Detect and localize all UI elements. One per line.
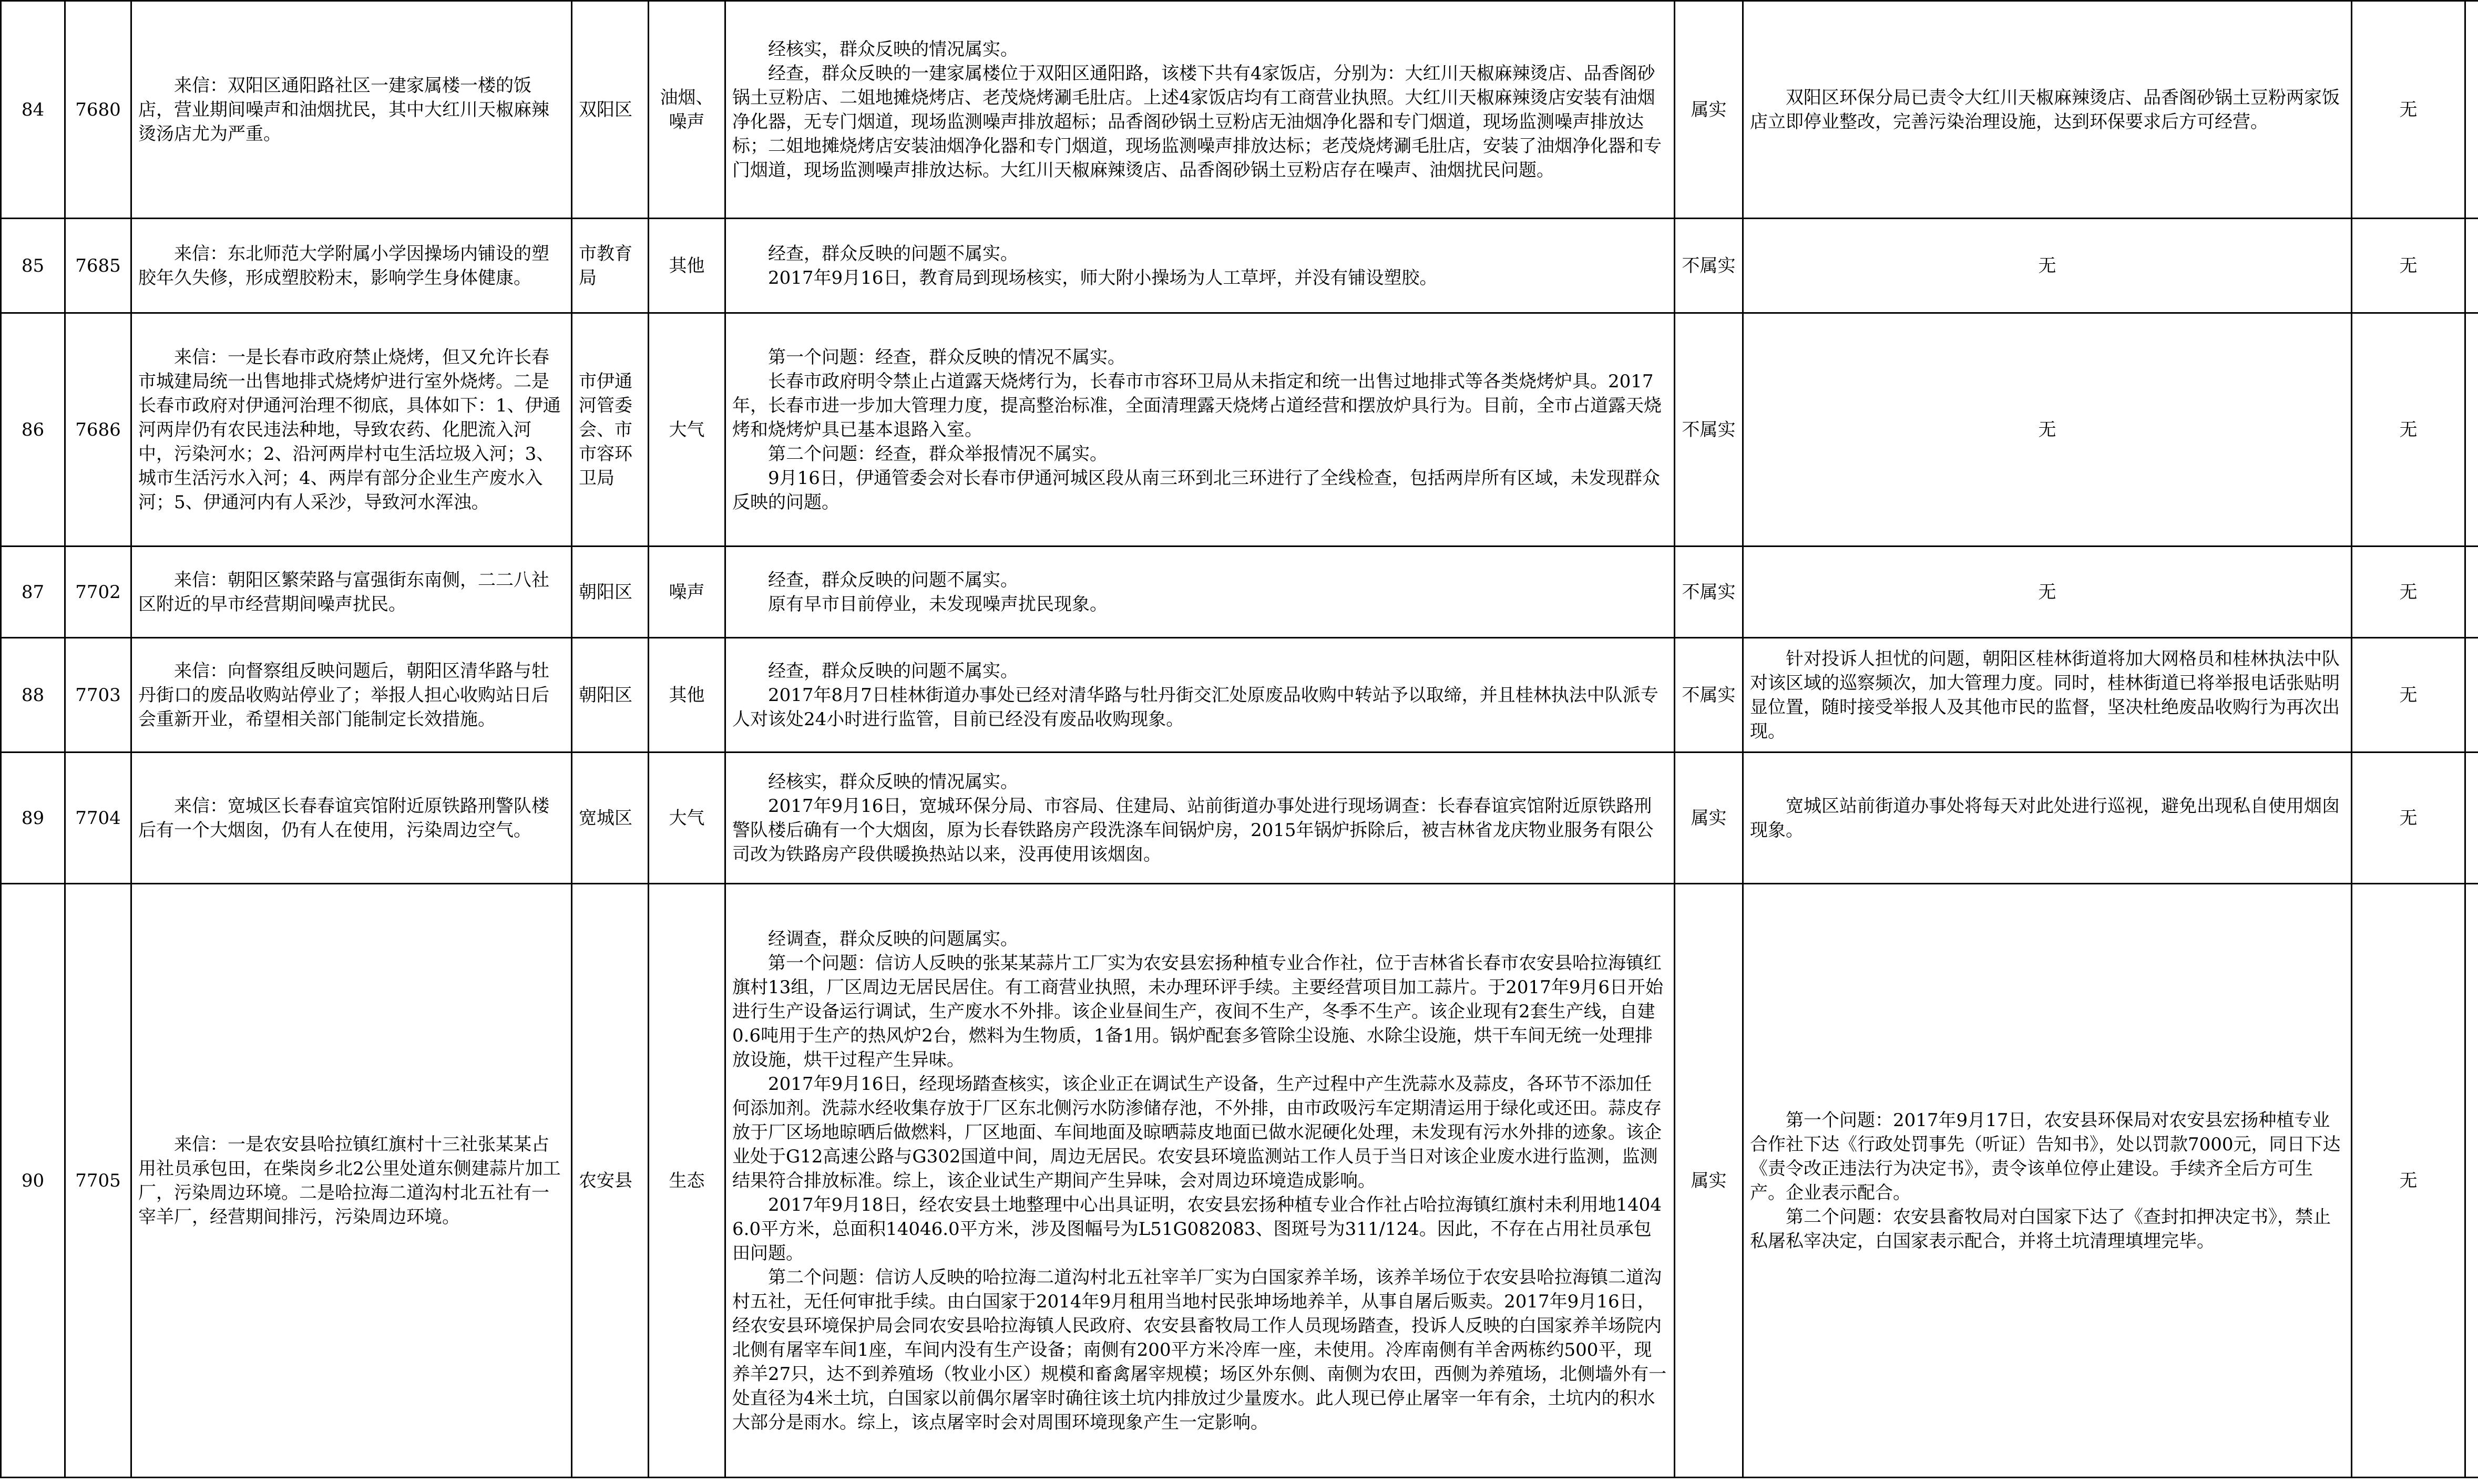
complaint-source — [131, 1, 572, 219]
table-row — [1, 219, 2478, 313]
paragraph: 第一个问题：信访人反映的张某某蒜片工厂实为农安县宏扬种植专业合作社，位于吉林省长春市农安县哈拉海镇红旗村13组，厂区周边无居民居住。有工商营业执照，未办理环评手续。主要经营项目加工蒜片。于2017年9月6日开始进行生产设备运行调试，生产废水不外排。该企业昼间生产，夜间不生产，冬季不生产。该企业现有2套生产线，自建0.6吨用于生产的热风炉2台，燃料为生物质，1备1用。锅炉配套多管除尘设施、水除尘设施，烘干车间无统一处理排放设施，烘干过程产生异味。 — [732, 952, 1664, 1070]
complaint-code: 7703 — [65, 638, 131, 753]
verification-result: 属实 — [1675, 1, 1743, 219]
verification-result: 属实 — [1675, 753, 1743, 884]
paragraph: 原有早市目前停业，未发现噪声扰民现象。 — [768, 593, 1108, 615]
verification-result: 不属实 — [1675, 638, 1743, 753]
complaint-source — [131, 313, 572, 547]
source-text: 来信：一是农安县哈拉镇红旗村十三社张某某占用社员承包田，在柴岗乡北2公里处道东侧建蒜片加工厂，污染周边环境。二是哈拉海二道沟村北五社有一宰羊厂，经营期间排污，污染周边环境。 — [138, 1133, 561, 1228]
paragraph: 经查，群众反映的一建家属楼位于双阳区通阳路，该楼下共有4家饭店，分别为：大红川天椒麻辣烫店、品香阁砂锅土豆粉店、二姐地摊烧烤店、老茂烧烤涮毛肚店。上述4家饭店均有工商营业执照。大红川天椒麻辣烫店安装有油烟净化器，无专门烟道，现场监测噪声排放超标；品香阁砂锅土豆粉店无油烟净化器和专门烟道，现场监测噪声排放达标；二姐地摊烧烤店安装油烟净化器和专门烟道，现场监测噪声排放达标；老茂烧烤涮毛肚店，安装了油烟净化器和专门烟道，现场监测噪声排放达标。大红川天椒麻辣烫店、品香阁砂锅土豆粉店存在噪声、油烟扰民问题。 — [732, 63, 1662, 181]
pollution-type: 其他 — [649, 219, 725, 313]
pollution-type: 大气 — [649, 313, 725, 547]
table-row — [1, 753, 2478, 884]
handling-action — [1743, 753, 2352, 884]
responsible-district: 朝阳区 — [572, 638, 649, 753]
paragraph: 第一个问题：经查，群众反映的情况不属实。 — [768, 346, 1125, 368]
investigation-findings — [725, 219, 1675, 313]
complaint-code: 7704 — [65, 753, 131, 884]
responsible-district: 双阳区 — [572, 1, 649, 219]
table-row — [1, 1, 2478, 219]
source-text: 来信：东北师范大学附属小学因操场内铺设的塑胶年久失修，形成塑胶粉末，影响学生身体健康。 — [138, 243, 549, 288]
row-number: 87 — [1, 547, 65, 638]
paragraph: 2017年9月16日，经现场踏查核实，该企业正在调试生产设备，生产过程中产生洗蒜水及蒜皮，各环节不添加任何添加剂。洗蒜水经收集存放于厂区东北侧污水防渗储存池，不外排，由市政吸污车定期清运用于绿化或还田。蒜皮存放于厂区场地晾晒后做燃料，厂区地面、车间地面及晾晒蒜皮地面已做水泥硬化处理，未发现有污水外排的迹象。该企业处于G12高速公路与G302国道中间，周边无居民。农安县环境监测站工作人员于当日对该企业废水进行监测，监测结果符合排放标准。综上，该企业试生产期间产生异味，会对周边环境造成影响。 — [732, 1073, 1662, 1191]
pollution-type: 油烟、噪声 — [649, 1, 725, 219]
verification-result: 属实 — [1675, 884, 1743, 1478]
verification-result: 不属实 — [1675, 219, 1743, 313]
responsible-district: 宽城区 — [572, 753, 649, 884]
blank-column — [2465, 219, 2478, 313]
paragraph: 2017年9月16日，宽城环保分局、市容局、住建局、站前街道办事处进行现场调查：长春春谊宾馆附近原铁路刑警队楼后确有一个大烟囱，原为长春铁路房产段洗涤车间锅炉房，2015年锅炉拆除后，被吉林省龙庆物业服务有限公司改为铁路房产段供暖换热站以来，没再使用该烟囱。 — [732, 795, 1654, 865]
row-number: 88 — [1, 638, 65, 753]
blank-column — [2465, 1, 2478, 219]
accountability: 无 — [2352, 884, 2465, 1478]
paragraph: 针对投诉人担忧的问题，朝阳区桂林街道将加大网格员和桂林执法中队对该区域的巡察频次，加大管理力度。同时，桂林街道已将举报电话张贴明显位置，随时接受举报人及其他市民的监督，坚决杜绝废品收购行为再次出现。 — [1750, 648, 2340, 742]
paragraph: 经核实，群众反映的情况属实。 — [768, 771, 1018, 792]
pollution-type: 噪声 — [649, 547, 725, 638]
complaint-source — [131, 638, 572, 753]
complaint-source — [131, 219, 572, 313]
row-number: 89 — [1, 753, 65, 884]
accountability: 无 — [2352, 219, 2465, 313]
complaint-code: 7685 — [65, 219, 131, 313]
responsible-district: 市教育局 — [572, 219, 649, 313]
paragraph: 宽城区站前街道办事处将每天对此处进行巡视，避免出现私自使用烟囱现象。 — [1750, 795, 2340, 841]
table-row — [1, 638, 2478, 753]
complaint-code: 7680 — [65, 1, 131, 219]
table-row — [1, 884, 2478, 1478]
verification-result: 不属实 — [1675, 547, 1743, 638]
pollution-type: 生态 — [649, 884, 725, 1478]
paragraph: 经查，群众反映的问题不属实。 — [768, 243, 1018, 264]
row-number: 85 — [1, 219, 65, 313]
source-text: 来信：宽城区长春春谊宾馆附近原铁路刑警队楼后有一个大烟囱，仍有人在使用，污染周边空气。 — [138, 795, 549, 841]
source-text: 来信：一是长春市政府禁止烧烤，但又允许长春市城建局统一出售地排式烧烤炉进行室外烧烤。二是长春市政府对伊通河治理不彻底，具体如下：1、伊通河两岸仍有农民违法种地，导致农药、化肥流入河中，污染河水；2、沿河两岸村屯生活垃圾入河；3、城市生活污水入河；4、两岸有部分企业生产废水入河；5、伊通河内有人采沙，导致河水浑浊。 — [138, 346, 561, 513]
complaint-code: 7702 — [65, 547, 131, 638]
complaint-code: 7705 — [65, 884, 131, 1478]
source-text: 来信：向督察组反映问题后，朝阳区清华路与牡丹街口的废品收购站停业了；举报人担心收购站日后会重新开业，希望相关部门能制定长效措施。 — [138, 660, 549, 730]
investigation-findings — [725, 753, 1675, 884]
complaint-code: 7686 — [65, 313, 131, 547]
pollution-type: 其他 — [649, 638, 725, 753]
investigation-findings — [725, 884, 1675, 1478]
handling-action: 无 — [1743, 219, 2352, 313]
verification-result: 不属实 — [1675, 313, 1743, 547]
paragraph: 第二个问题：经查，群众举报情况不属实。 — [768, 443, 1108, 465]
source-text: 来信：朝阳区繁荣路与富强街东南侧，二二八社区附近的早市经营期间噪声扰民。 — [138, 569, 549, 615]
paragraph: 2017年9月18日，经农安县土地整理中心出具证明，农安县宏扬种植专业合作社占哈拉海镇红旗村未利用地14046.0平方米，总面积14046.0平方米，涉及图幅号为L51G082083、图斑号为311/124。因此，不存在占用社员承包田问题。 — [732, 1194, 1662, 1264]
paragraph: 9月16日，伊通管委会对长春市伊通河城区段从南三环到北三环进行了全线检查，包括两岸所有区域，未发现群众反映的问题。 — [732, 467, 1660, 513]
accountability: 无 — [2352, 547, 2465, 638]
accountability: 无 — [2352, 638, 2465, 753]
row-number: 84 — [1, 1, 65, 219]
accountability: 无 — [2352, 753, 2465, 884]
source-text: 来信：双阳区通阳路社区一建家属楼一楼的饭店，营业期间噪声和油烟扰民，其中大红川天椒麻辣烫汤店尤为严重。 — [138, 75, 549, 145]
investigation-findings — [725, 313, 1675, 547]
blank-column — [2465, 753, 2478, 884]
paragraph: 第二个问题：农安县畜牧局对白国家下达了《查封扣押决定书》，禁止私屠私宰决定，白国家表示配合，并将土坑清理填埋完毕。 — [1750, 1206, 2331, 1252]
blank-column — [2465, 884, 2478, 1478]
complaint-source — [131, 884, 572, 1478]
paragraph: 经查，群众反映的问题不属实。 — [768, 569, 1018, 591]
paragraph: 经调查，群众反映的问题属实。 — [768, 928, 1018, 950]
pollution-type: 大气 — [649, 753, 725, 884]
paragraph: 长春市政府明令禁止占道露天烧烤行为，长春市市容环卫局从未指定和统一出售过地排式等各类烧烤炉具。2017年，长春市进一步加大管理力度，提高整治标准，全面清理露天烧烤占道经营和摆放炉具行为。目前，全市占道露天烧烤和烧烤炉具已基本退路入室。 — [732, 370, 1662, 440]
accountability: 无 — [2352, 313, 2465, 547]
blank-column — [2465, 547, 2478, 638]
handling-action: 无 — [1743, 313, 2352, 547]
investigation-findings — [725, 638, 1675, 753]
row-number: 86 — [1, 313, 65, 547]
accountability: 无 — [2352, 1, 2465, 219]
paragraph: 2017年8月7日桂林街道办事处已经对清华路与牡丹街交汇处原废品收购中转站予以取缔，并且桂林执法中队派专人对该处24小时进行监管，目前已经没有废品收购现象。 — [732, 684, 1658, 730]
complaint-source — [131, 753, 572, 884]
paragraph: 双阳区环保分局已责令大红川天椒麻辣烫店、品香阁砂锅土豆粉两家饭店立即停业整改，完善污染治理设施，达到环保要求后方可经营。 — [1750, 87, 2340, 132]
responsible-district: 朝阳区 — [572, 547, 649, 638]
table-row — [1, 313, 2478, 547]
handling-action — [1743, 1, 2352, 219]
blank-column — [2465, 638, 2478, 753]
paragraph: 第二个问题：信访人反映的哈拉海二道沟村北五社宰羊厂实为白国家养羊场，该养羊场位于农安县哈拉海镇二道沟村五社，无任何审批手续。由白国家于2014年9月租用当地村民张坤场地养羊，从事自屠后贩卖。2017年9月16日，经农安县环境保护局会同农安县哈拉海镇人民政府、农安县畜牧局工作人员现场踏查，投诉人反映的白国家养羊场院内北侧有屠宰车间1座，车间内没有生产设备；南侧有200平方米冷库一座，未使用。冷库南侧有羊舍两栋约500平，现养羊27只，达不到养殖场（牧业小区）规模和畜禽屠宰规模；场区外东侧、南侧为农田，西侧为养殖场，北侧墙外有一处直径为4米土坑，白国家以前偶尔屠宰时确往该土坑内排放过少量废水。此人现已停止屠宰一年有余，土坑内的积水大部分是雨水。综上，该点屠宰时会对周围环境现象产生一定影响。 — [732, 1266, 1667, 1433]
handling-action: 无 — [1743, 547, 2352, 638]
investigation-findings — [725, 547, 1675, 638]
responsible-district: 农安县 — [572, 884, 649, 1478]
row-number: 90 — [1, 884, 65, 1478]
paragraph: 第一个问题：2017年9月17日，农安县环保局对农安县宏扬种植专业合作社下达《行政处罚事先（听证）告知书》，处以罚款7000元，同日下达《责令改正违法行为决定书》，责令该单位停止建设。手续齐全后方可生产。企业表示配合。 — [1750, 1109, 2341, 1203]
complaint-source — [131, 547, 572, 638]
paragraph: 经查，群众反映的问题不属实。 — [768, 660, 1018, 682]
paragraph: 2017年9月16日，教育局到现场核实，师大附小操场为人工草坪，并没有铺设塑胶。 — [768, 267, 1438, 288]
blank-column — [2465, 313, 2478, 547]
table-row — [1, 547, 2478, 638]
paragraph: 经核实，群众反映的情况属实。 — [768, 38, 1018, 60]
investigation-findings — [725, 1, 1675, 219]
handling-action — [1743, 638, 2352, 753]
responsible-district: 市伊通河管委会、市市容环卫局 — [572, 313, 649, 547]
handling-action — [1743, 884, 2352, 1478]
